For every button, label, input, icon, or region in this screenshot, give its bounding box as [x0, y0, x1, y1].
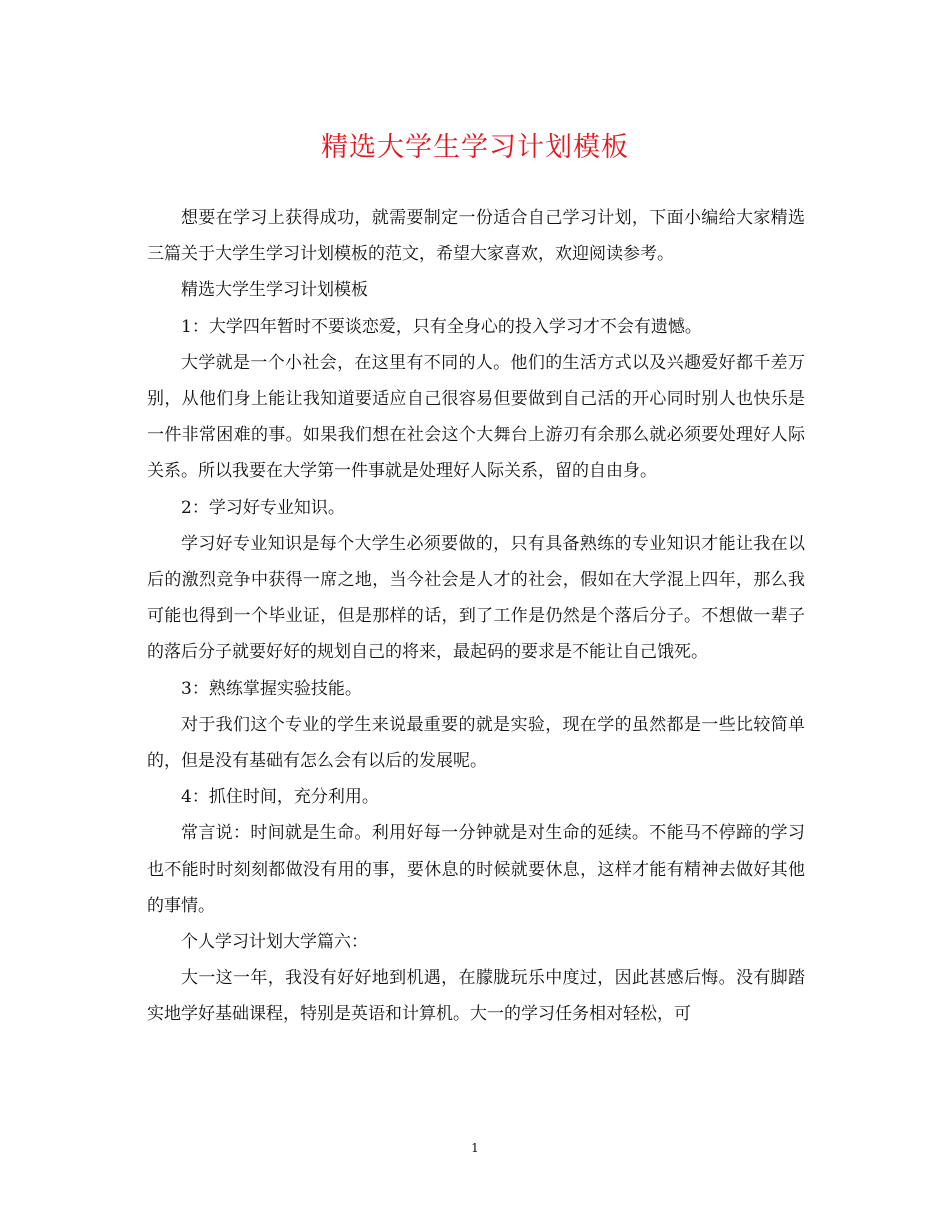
paragraph-point-3-body: 对于我们这个专业的学生来说最重要的就是实验，现在学的虽然都是一些比较简单的，但是没有基础有怎么会有以后的发展呢。: [147, 714, 805, 772]
paragraph-point-1-body: 大学就是一个小社会，在这里有不同的人。他们的生活方式以及兴趣爱好都千差万别，从他们身上能让我知道要适应自己很容易但要做到自己活的开心同时别人也快乐是一件非常困难的事。如果我们想在社会这个大舞台上游刃有余那么就必须要处理好人际关系。所以我要在大学第一件事就是处理好人际关系，留的自由身。: [147, 352, 805, 482]
paragraph-point-1: 1：大学四年暂时不要谈恋爱，只有全身心的投入学习才不会有遗憾。: [181, 316, 702, 337]
paragraph-subtitle: 精选大学生学习计划模板: [181, 280, 368, 301]
document-body: [147, 200, 805, 1033]
paragraph-point-4-body: 常言说：时间就是生命。利用好每一分钟就是对生命的延续。不能马不停蹄的学习也不能时时刻刻都做没有用的事，要休息的时候就要休息，这样才能有精神去做好其他的事情。: [147, 823, 805, 916]
paragraph-point-2: 2：学习好专业知识。: [181, 497, 345, 518]
paragraph-section-body: 大一这一年，我没有好好地到机遇，在朦胧玩乐中度过，因此甚感后悔。没有脚踏实地学好基础课程，特别是英语和计算机。大一的学习任务相对轻松，可: [147, 968, 805, 1025]
document-title: 精选大学生学习计划模板: [321, 132, 629, 163]
page-number: 1: [471, 1141, 479, 1155]
paragraph-section-heading: 个人学习计划大学篇六：: [181, 932, 368, 953]
paragraph-point-2-body: 学习好专业知识是每个大学生必须要做的，只有具备熟练的专业知识才能让我在以后的激烈竞争中获得一席之地，当今社会是人才的社会，假如在大学混上四年，那么我可能也得到一个毕业证，但是那样的话，到了工作是仍然是个落后分子。不想做一辈子的落后分子就要好好的规划自己的将来，最起码的要求是不能让自己饿死。: [147, 533, 805, 663]
paragraph-point-3: 3：熟练掌握实验技能。: [181, 678, 362, 699]
paragraph-intro: 想要在学习上获得成功，就需要制定一份适合自己学习计划，下面小编给大家精选三篇关于大学生学习计划模板的范文，希望大家喜欢，欢迎阅读参考。: [147, 208, 805, 265]
paragraph-point-4: 4：抓住时间，充分利用。: [181, 787, 379, 808]
